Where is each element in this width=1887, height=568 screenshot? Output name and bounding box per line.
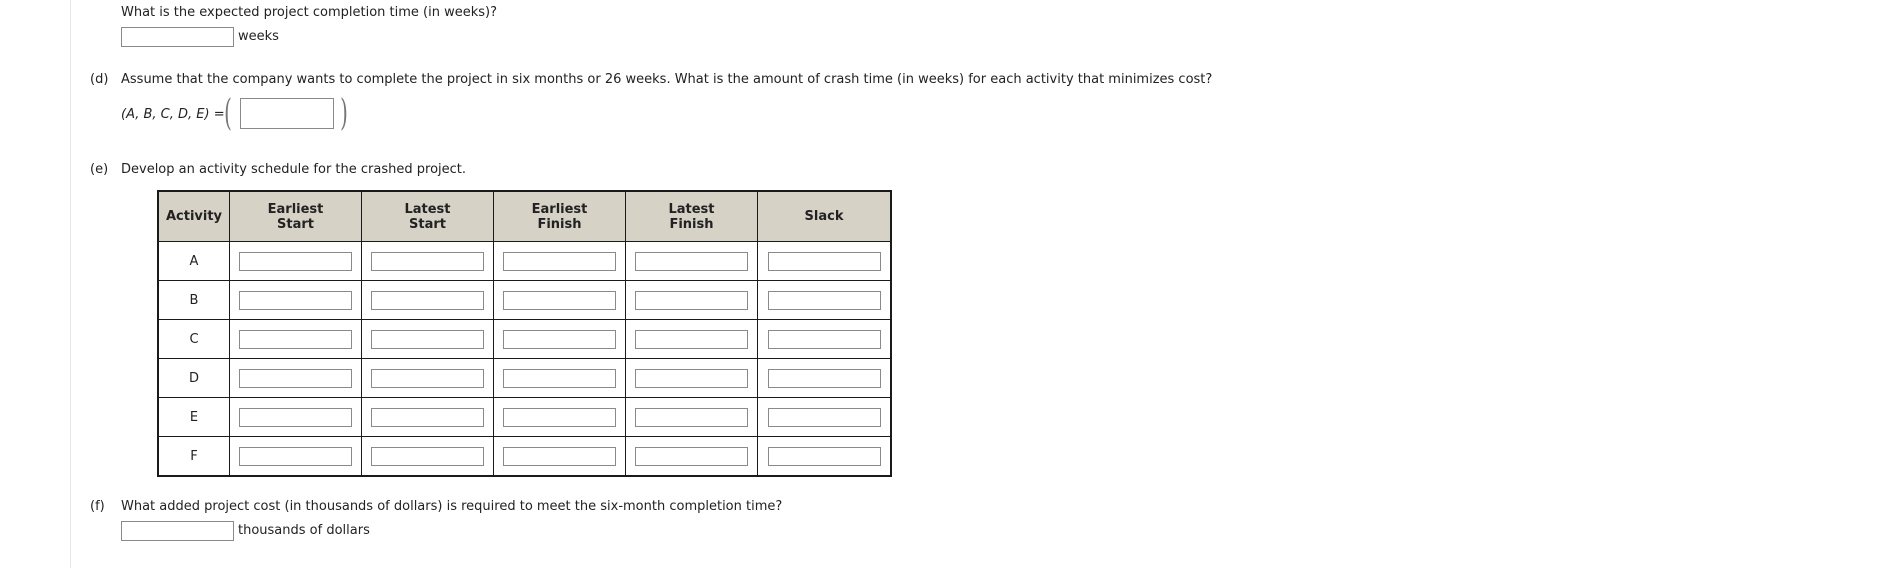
question-d-prompt: Assume that the company wants to complete the project in six months or 26 weeks. What is the amount of crash time (in weeks) for each activity that minimizes cost? [121,72,1213,87]
earliest-finish-cell [494,320,626,359]
earliest-start-input-c[interactable] [239,330,352,349]
header-latest-start-line1: Latest [404,201,451,217]
activity-cell: A [158,242,230,281]
slack-input-d[interactable] [768,369,881,388]
latest-finish-input-f[interactable] [635,447,748,466]
activity-cell: F [158,437,230,477]
earliest-finish-cell [494,281,626,320]
added-cost-input[interactable] [121,521,234,541]
header-earliest-start [230,191,362,242]
earliest-start-input-b[interactable] [239,291,352,310]
earliest-start-cell [230,359,362,398]
slack-cell [758,242,892,281]
latest-start-cell [362,359,494,398]
question-d-label: (d) [90,72,109,87]
latest-finish-cell [626,320,758,359]
right-parenthesis: ) [340,93,348,134]
header-activity-text: Activity [165,209,223,224]
question-f-label: (f) [90,499,105,514]
earliest-start-cell [230,398,362,437]
header-latest-start [362,191,494,242]
activity-schedule-table [157,190,892,477]
question-c-prompt: What is the expected project completion time (in weeks)? [121,5,497,20]
table-header-row [158,191,891,242]
earliest-start-cell [230,281,362,320]
question-e-label: (e) [90,162,109,177]
earliest-finish-input-b[interactable] [503,291,616,310]
slack-input-b[interactable] [768,291,881,310]
table-row [158,359,891,398]
latest-start-input-f[interactable] [371,447,484,466]
earliest-finish-input-d[interactable] [503,369,616,388]
latest-start-cell [362,437,494,477]
activity-cell: C [158,320,230,359]
latest-start-input-e[interactable] [371,408,484,427]
earliest-start-input-f[interactable] [239,447,352,466]
header-earliest-start-line2: Start [277,216,314,232]
earliest-finish-cell [494,398,626,437]
earliest-start-input-e[interactable] [239,408,352,427]
earliest-start-cell [230,242,362,281]
latest-finish-cell [626,437,758,477]
completion-time-unit: weeks [238,29,279,44]
question-f-prompt: What added project cost (in thousands of dollars) is required to meet the six-month completion time? [121,499,783,514]
latest-start-cell [362,281,494,320]
earliest-finish-input-e[interactable] [503,408,616,427]
slack-input-f[interactable] [768,447,881,466]
crash-time-vector-input[interactable] [240,98,334,129]
latest-finish-cell [626,398,758,437]
table-row [158,281,891,320]
earliest-finish-cell [494,242,626,281]
latest-finish-cell [626,359,758,398]
earliest-start-input-d[interactable] [239,369,352,388]
earliest-start-cell [230,320,362,359]
latest-start-cell [362,398,494,437]
table-row [158,437,891,477]
activity-cell: E [158,398,230,437]
completion-time-input[interactable] [121,27,234,47]
latest-start-input-d[interactable] [371,369,484,388]
earliest-finish-input-f[interactable] [503,447,616,466]
latest-finish-input-d[interactable] [635,369,748,388]
header-earliest-finish [494,191,626,242]
header-slack [758,191,892,242]
table-row [158,320,891,359]
slack-input-a[interactable] [768,252,881,271]
header-earliest-finish-line2: Finish [537,216,582,232]
left-parenthesis: ( [224,93,232,134]
activity-cell: B [158,281,230,320]
activity-cell: D [158,359,230,398]
earliest-start-cell [230,437,362,477]
header-slack-text: Slack [804,209,844,224]
added-cost-unit: thousands of dollars [238,523,370,538]
latest-start-input-b[interactable] [371,291,484,310]
latest-finish-cell [626,281,758,320]
slack-cell [758,359,892,398]
slack-cell [758,437,892,477]
header-latest-finish-line1: Latest [668,201,715,217]
slack-cell [758,398,892,437]
earliest-finish-input-c[interactable] [503,330,616,349]
header-latest-start-line2: Start [409,216,446,232]
header-latest-finish-line2: Finish [669,216,714,232]
slack-cell [758,320,892,359]
latest-start-input-c[interactable] [371,330,484,349]
latest-start-input-a[interactable] [371,252,484,271]
header-earliest-finish-line1: Earliest [531,201,588,217]
latest-finish-input-e[interactable] [635,408,748,427]
header-activity [158,191,230,242]
table-body [158,242,891,477]
table-row [158,398,891,437]
earliest-start-input-a[interactable] [239,252,352,271]
latest-finish-cell [626,242,758,281]
slack-input-c[interactable] [768,330,881,349]
question-e-prompt: Develop an activity schedule for the crashed project. [121,162,467,177]
earliest-finish-cell [494,437,626,477]
header-latest-finish [626,191,758,242]
latest-finish-input-c[interactable] [635,330,748,349]
earliest-finish-cell [494,359,626,398]
left-margin-rule [70,0,71,568]
latest-finish-input-b[interactable] [635,291,748,310]
header-earliest-start-line1: Earliest [267,201,324,217]
latest-start-cell [362,320,494,359]
slack-input-e[interactable] [768,408,881,427]
latest-start-cell [362,242,494,281]
earliest-finish-input-a[interactable] [503,252,616,271]
slack-cell [758,281,892,320]
latest-finish-input-a[interactable] [635,252,748,271]
table-row [158,242,891,281]
crash-vector-label: (A, B, C, D, E) = [121,107,225,122]
